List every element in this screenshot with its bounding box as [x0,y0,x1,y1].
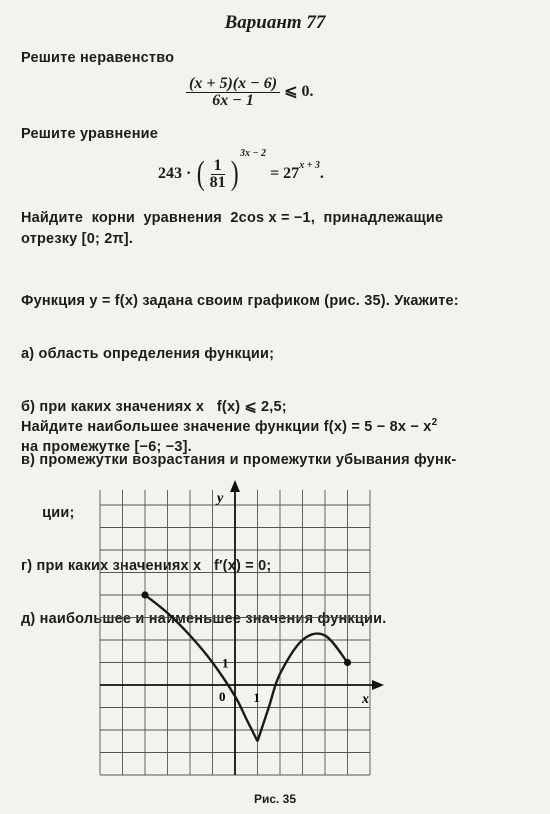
x-unit-label: 1 [253,690,260,705]
task4-line: д) наибольшее и наименьшее значения функции. [21,611,387,627]
task4-line: г) при каких значениях x f′(x) = 0; [21,558,272,574]
y-axis-label: y [217,491,224,506]
task2-frac-den: 81 [209,173,226,191]
endpoint-dot [344,659,351,666]
task2-exp1: 3x − 2 [240,148,267,159]
task2-exp2: x + 3 [299,160,320,171]
origin-label: 0 [219,689,226,704]
axes [100,480,384,775]
figure-caption: Рис. 35 [253,792,297,806]
task5-line1 [21,417,437,435]
task1-rhs: ⩽ 0. [284,83,314,101]
task5-text: Найдите наибольшее значение функции f(x) = 5 − 8x − x [21,418,432,435]
function-graph [95,480,395,790]
task1-denominator: 6x − 1 [212,92,254,109]
task2-equation: 243 · ( $\frac{1}{81}$ )$^{3x - 2} = 27^{x + 3}$. [158,148,324,193]
variant-title: Вариант 77 [224,12,326,33]
task2-prompt: Решите уравнение [21,126,159,142]
y-axis-arrow [230,480,240,492]
task4-line: а) область определения функции; [21,346,275,362]
x-axis-label: x [362,692,369,707]
function-curve [145,595,348,741]
task1-prompt: Решите неравенство [21,50,175,66]
task2-end: . [319,165,324,182]
task2-fraction [207,158,229,191]
task2-coef: 243 · [158,165,192,182]
endpoint-dots [141,591,351,666]
task1-inequality [186,76,314,109]
task5-sup: 2 [431,417,438,428]
task4-line: Функция y = f(x) задана своим графиком (рис. 35). Укажите: [21,293,459,309]
y-unit-label: 1 [222,655,229,671]
task3-line1: Найдите корни уравнения 2cos x = −1, принадлежащие [21,210,444,226]
x-axis-arrow [372,680,384,690]
endpoint-dot [141,591,148,598]
task4-line: б) при каких значениях x f(x) ⩽ 2,5; [21,399,287,415]
task5-line2: на промежутке [−6; −3]. [21,439,192,455]
task2-frac-num: 1 [211,158,225,175]
task2-eq: = 27 [270,165,300,182]
task4-line: ции; [21,505,75,521]
task1-numerator: (x + 5)(x − 6) [186,76,280,93]
task3-line2: отрезку [0; 2π]. [21,231,134,247]
task4-line: в) промежутки возрастания и промежутки убывания функ- [21,452,457,468]
task1-fraction [186,76,280,109]
